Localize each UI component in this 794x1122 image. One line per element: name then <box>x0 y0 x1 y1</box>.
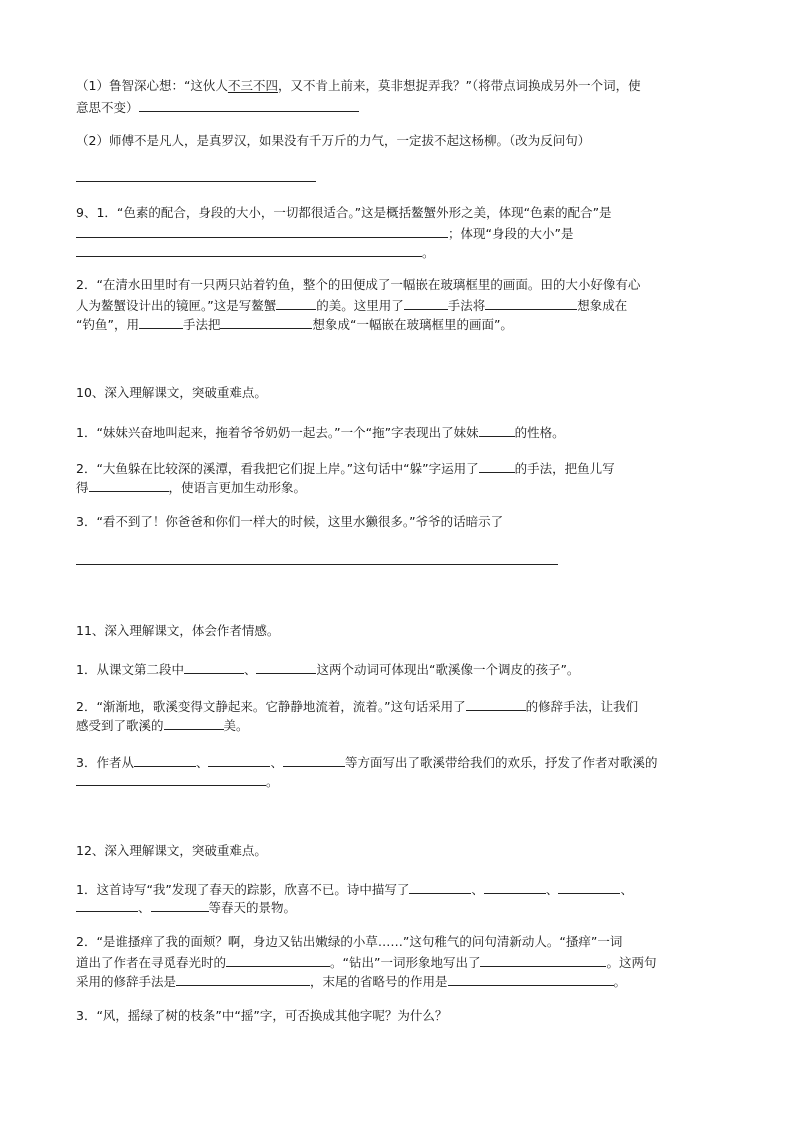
answer-blank[interactable] <box>409 880 471 894</box>
q12-item1-line1 <box>76 880 726 896</box>
q12-item1-text: 1．这首诗写“我”发现了春天的踪影，欣喜不已。诗中描写了 <box>76 882 410 897</box>
q11-item2-prefix: 感受到了歌溪的 <box>76 718 164 733</box>
q11-item2-end: 美。 <box>223 718 249 733</box>
q8-part1-suffix: ，又不肯上前来，莫非想捉弄我？”（将带点词换成另外一个词，使 <box>277 78 641 93</box>
q12-item2-line3 <box>76 972 726 988</box>
answer-blank[interactable] <box>151 898 209 912</box>
q10-item2-text: 2．“大鱼躲在比较深的溪潭，看我把它们捉上岸。”这句话中“躲”字运用了 <box>76 461 479 476</box>
q9-item2-text: 2．“在清水田里时有一只两只站着钓鱼，整个的田便成了一幅嵌在玻璃框里的画面。田的大小好像有心 <box>76 277 641 292</box>
q12-item2-part-b: 道出了作者在寻觅春光时的 <box>76 955 227 970</box>
answer-blank[interactable] <box>76 564 558 565</box>
q8-part2-text: （2）师傅不是凡人，是真罗汉，如果没有千万斤的力气，一定拔不起这杨柳。（改为反问句） <box>76 133 591 148</box>
answer-blank[interactable] <box>466 697 526 711</box>
answer-blank[interactable] <box>479 423 515 437</box>
q9-item2-part-c: 手法将 <box>447 298 486 313</box>
answer-blank[interactable] <box>184 660 244 674</box>
q9-item2-part-f: 手法把 <box>182 317 221 332</box>
q12-heading <box>76 843 726 859</box>
answer-blank[interactable] <box>139 315 183 329</box>
q11-item3-sep1: 、 <box>195 755 209 770</box>
q9-item1-text: 9、1．“色素的配合，身段的大小，一切都很适合。”这是概括鳌蟹外形之美，体现“色素的配合”是 <box>76 205 612 220</box>
answer-blank[interactable] <box>480 953 606 967</box>
answer-blank[interactable] <box>76 181 316 182</box>
q9-item2-part-d: 想象成在 <box>577 298 628 313</box>
q12-sep: 、 <box>545 882 559 897</box>
q12-item3-text: 3．“风，摇绿了树的枝条”中“摇”字，可否换成其他字呢？为什么？ <box>76 1008 448 1023</box>
q11-item2-mid: 的修辞手法，让我们 <box>525 699 639 714</box>
q11-heading <box>76 623 726 639</box>
q11-item1-end: 这两个动词可体现出“歌溪像一个调皮的孩子”。 <box>316 662 580 677</box>
q10-item2-line2 <box>76 478 726 494</box>
q12-sep: 、 <box>620 882 633 897</box>
answer-blank[interactable] <box>76 772 266 786</box>
q11-item3-mid: 等方面写出了歌溪带给我们的欢乐，抒发了作者对歌溪的 <box>344 755 658 770</box>
answer-blank[interactable] <box>76 898 138 912</box>
q12-sep: 、 <box>471 882 484 897</box>
answer-blank[interactable] <box>134 753 196 767</box>
q12-item2-part-c: 。“钻出”一词形象地写出了 <box>330 955 481 970</box>
q12-heading-text: 12、深入理解课文，突破重难点。 <box>76 843 267 858</box>
q11-item3-sep2: 、 <box>270 755 283 770</box>
q9-item1-mid: ；体现“身段的大小”是 <box>448 226 574 241</box>
q9-item2-part-a: 人为鳌蟹设计出的镜匣。”这是写鳌蟹 <box>76 298 277 313</box>
answer-blank[interactable] <box>256 660 316 674</box>
q9-item2-part-e: “钓鱼”，用 <box>76 317 139 332</box>
q12-item2-line1 <box>76 934 726 950</box>
q10-heading-text: 10、深入理解课文，突破重难点。 <box>76 385 267 400</box>
q10-item1-text: 1．“妹妹兴奋地叫起来，拖着爷爷奶奶一起去。”一个“拖”字表现出了妹妹 <box>76 425 479 440</box>
answer-blank[interactable] <box>220 315 312 329</box>
q12-item2-part-g: 。 <box>613 974 627 989</box>
answer-blank[interactable] <box>226 953 330 967</box>
q11-heading-text: 11、深入理解课文，体会作者情感。 <box>76 623 280 638</box>
q10-item1-end: 的性格。 <box>514 425 565 440</box>
q12-sep: 、 <box>138 900 151 915</box>
q8-part1-prefix: （1）鲁智深心想：“这伙人 <box>76 78 228 93</box>
q8-part1-line2 <box>76 98 726 114</box>
q11-item1-sep: 、 <box>243 662 257 677</box>
q8-dotted-word: 不三不四 <box>227 78 278 93</box>
answer-blank[interactable] <box>448 972 614 986</box>
q10-item2-prefix: 得 <box>76 480 89 495</box>
q9-item1-line2 <box>76 224 726 240</box>
answer-blank[interactable] <box>139 98 359 112</box>
q9-item2-part-b: 的美。这里用了 <box>316 298 404 313</box>
q9-item2-part-g: 想象成“一幅嵌在玻璃框里的画面”。 <box>312 317 513 332</box>
answer-blank[interactable] <box>485 296 577 310</box>
answer-blank[interactable] <box>176 972 310 986</box>
q10-item2-line1 <box>76 459 726 475</box>
q10-item2-end: ，使语言更加生动形象。 <box>168 480 307 495</box>
answer-blank[interactable] <box>484 880 546 894</box>
q11-item3-text: 3．作者从 <box>76 755 134 770</box>
answer-blank[interactable] <box>89 478 169 492</box>
q9-item2-line2 <box>76 296 726 312</box>
answer-blank[interactable] <box>404 296 448 310</box>
q11-item2-line2 <box>76 716 726 732</box>
q8-part1-line2-text: 意思不变） <box>76 100 139 115</box>
q9-item2-line3 <box>76 315 726 331</box>
q8-part2-line <box>76 133 726 149</box>
q10-item3-text: 3．“看不到了！你爸爸和你们一样大的时候，这里水獭很多。”爷爷的话暗示了 <box>76 514 504 529</box>
q10-item1 <box>76 423 726 439</box>
q9-item2-line1 <box>76 277 726 293</box>
q10-item2-mid: 的手法，把鱼儿写 <box>514 461 615 476</box>
q11-item3-line1 <box>76 753 726 769</box>
answer-blank[interactable] <box>208 753 270 767</box>
q8-part1-line1 <box>76 78 726 94</box>
q12-item3 <box>76 1008 726 1024</box>
answer-blank[interactable] <box>76 224 448 238</box>
answer-blank[interactable] <box>558 880 620 894</box>
q10-heading <box>76 385 726 401</box>
q11-item3-line2 <box>76 772 726 788</box>
q12-item2-part-f: ，末尾的省略号的作用是 <box>310 974 448 989</box>
q11-item3-end: 。 <box>266 774 279 789</box>
q12-item2-text: 2．“是谁搔痒了我的面颊？啊，身边又钻出嫩绿的小草……”这句稚气的问句清新动人。“搔痒”一词 <box>76 934 623 949</box>
q11-item1-text: 1．从课文第二段中 <box>76 662 184 677</box>
answer-blank[interactable] <box>283 753 345 767</box>
q12-item1-end: 等春天的景物。 <box>208 900 297 915</box>
q9-item1-line3 <box>76 243 726 259</box>
answer-blank[interactable] <box>479 459 515 473</box>
q9-item1-end: 。 <box>422 245 435 260</box>
q12-item2-line2 <box>76 953 726 969</box>
q10-item3 <box>76 514 726 530</box>
answer-blank[interactable] <box>276 296 316 310</box>
q12-item2-part-e: 采用的修辞手法是 <box>76 974 177 989</box>
q11-item1 <box>76 660 726 676</box>
q12-item1-line2 <box>76 898 726 914</box>
q11-item2-line1 <box>76 697 726 713</box>
answer-blank[interactable] <box>164 716 224 730</box>
q11-item2-text: 2．“渐渐地，歌溪变得文静起来。它静静地流着，流着。”这句话采用了 <box>76 699 466 714</box>
q12-item2-part-d: 。这两句 <box>606 955 657 970</box>
q9-item1-line1 <box>76 205 726 221</box>
answer-blank[interactable] <box>76 243 422 257</box>
